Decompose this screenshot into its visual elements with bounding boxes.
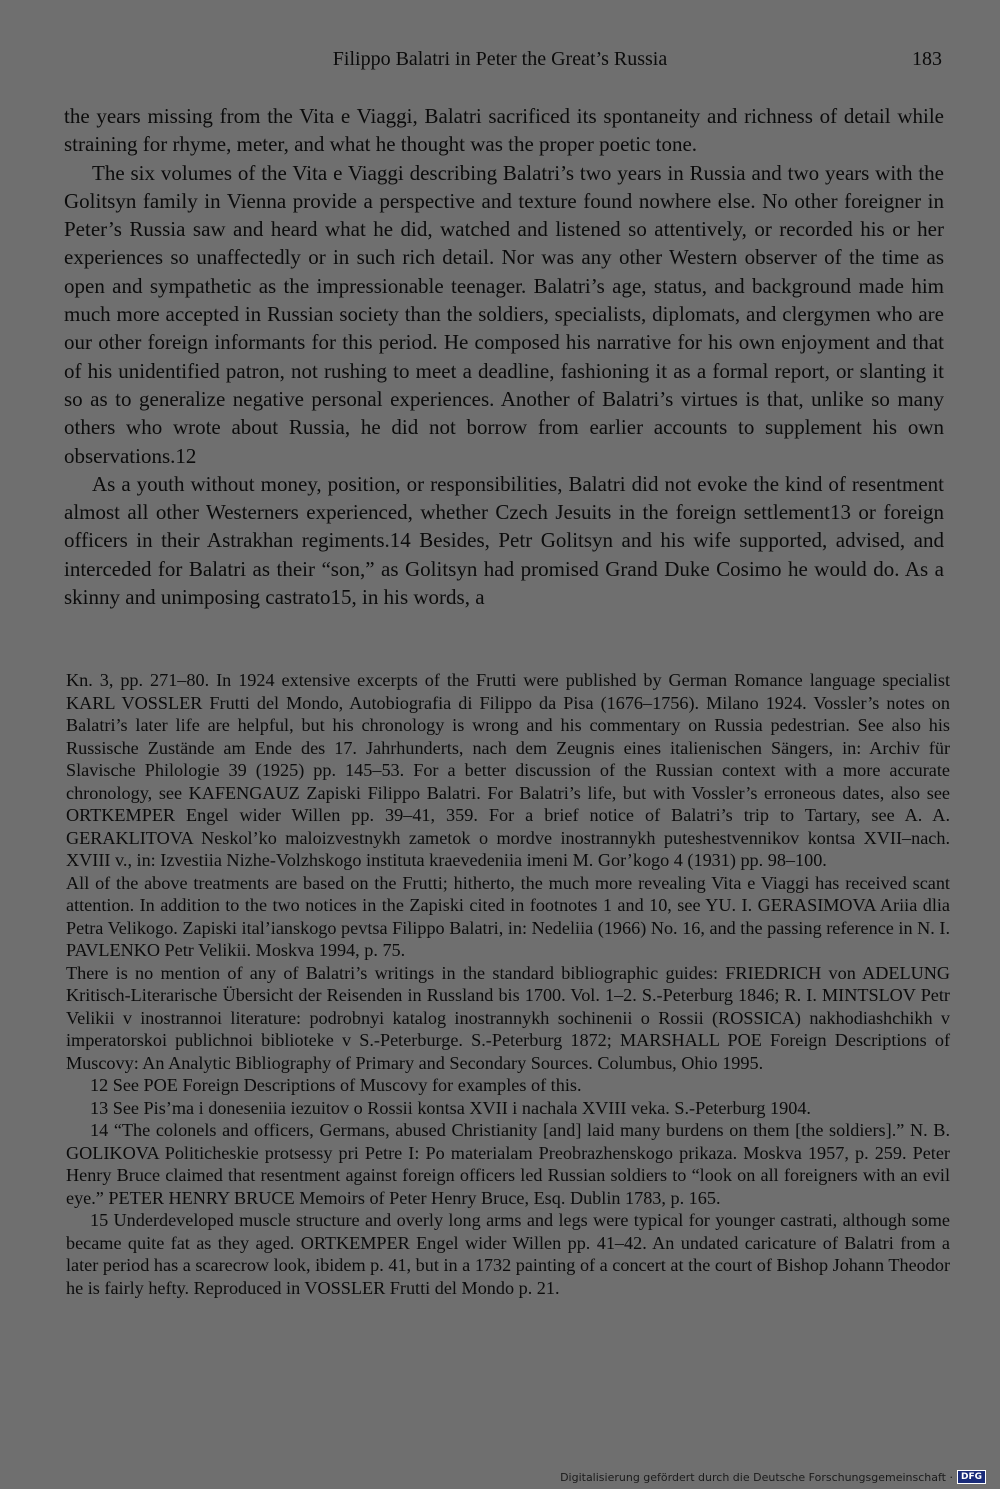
- main-text: [64, 102, 944, 611]
- footnote-15: 15 Underdeveloped muscle structure and overly long arms and legs were typical for younger castrati, although some became quite fat as they aged. ORTKEMPER Engel wider Willen pp. 41–42. An undated caricature of Balatri from a later period has a scarecrow look, ibidem p. 41, but in a 1732 painting of a concert at the court of Bishop Johann Theodor he is fairly hefty. Reproduced in VOSSLER Frutti del Mondo p. 21.: [66, 1210, 950, 1298]
- footnote-14: 14 “The colonels and officers, Germans, abused Christianity [and] laid many burdens on them [the soldiers].” N. B. GOLIKOVA Politicheskie protsessy pri Petre I: Po materialam Preobrazhenskogo prikaza. Moskva 1957, p. 259. Peter Henry Bruce claimed that resentment against foreign officers led Russian soldiers to “look on all foreigners with an evil eye.” PETER HENRY BRUCE Memoirs of Peter Henry Bruce, Esq. Dublin 1783, p. 165.: [66, 1120, 950, 1208]
- page-header: [0, 48, 1000, 76]
- footnote-continuation: There is no mention of any of Balatri’s writings in the standard bibliographic guides: FRIEDRICH von ADELUNG Kritisch-Literarische Übersicht der Reisenden in Russland bis 1700. Vol. 1–2. S.-Peterburg 1846; R. I. MINTSLOV Petr Velikii v inostrannoi literature: podrobnyi katalog inostrannykh sochinenii o Rossii (ROSSICA) nakhodiashchikh v imperatorskoi publichnoi biblioteke v S.-Peterburge. S.-Peterburg 1872; MARSHALL POE Foreign Descriptions of Muscovy: An Analytic Bibliography of Primary and Secondary Sources. Columbus, Ohio 1995.: [66, 962, 950, 1073]
- dfg-logo: DFG: [957, 1470, 986, 1484]
- body-paragraph: As a youth without money, position, or responsibilities, Balatri did not evoke the kind of resentment almost all other Westerners experienced, whether Czech Jesuits in the foreign settlement13 or foreign officers in their Astrakhan regiments.14 Besides, Petr Golitsyn and his wife supported, advised, and interceded for Balatri as their “son,” as Golitsyn had promised Grand Duke Cosimo he would do. As a skinny and unimposing castrato15, in his words, a: [64, 471, 944, 610]
- digitization-footer: [560, 1470, 986, 1484]
- body-paragraph: the years missing from the Vita e Viaggi, Balatri sacrificed its spontaneity and richness of detail while straining for rhyme, meter, and what he thought was the proper poetic tone.: [64, 104, 944, 157]
- footnote-12: 12 See POE Foreign Descriptions of Muscovy for examples of this.: [90, 1075, 582, 1095]
- footnote-13: 13 See Pis’ma i doneseniia iezuitov o Rossii kontsa XVII i nachala XVIII veka. S.-Peterburg 1904.: [90, 1097, 811, 1118]
- footnote-continuation: All of the above treatments are based on the Frutti; hitherto, the much more revealing Vita e Viaggi has received scant attention. In addition to the two notices in the Zapiski cited in footnotes 1 and 10, see YU. I. GERASIMOVA Ariia dlia Petra Velikogo. Zapiski ital’ianskogo pevtsa Filippo Balatri, in: Nedeliia (1966) No. 16, and the passing reference in N. I. PAVLENKO Petr Velikii. Moskva 1994, p. 75.: [66, 872, 950, 960]
- page-number: 183: [912, 48, 942, 70]
- footnotes: [66, 669, 950, 1299]
- body-paragraph: The six volumes of the Vita e Viaggi describing Balatri’s two years in Russia and two years with the Golitsyn family in Vienna provide a perspective and texture found nowhere else. No other foreigner in Peter’s Russia saw and heard what he did, watched and listened so attentively, or recorded his or her experiences so unaffectedly or in such rich detail. Nor was any other Western observer of the time as open and sympathetic as the impressionable teenager. Balatri’s age, status, and background made him much more accepted in Russian society than the soldiers, specialists, diplomats, and clergymen who are our other foreign informants for this period. He composed his narrative for his own enjoyment and that of his unidentified patron, not rushing to meet a deadline, fashioning it as a formal report, or slanting it so as to generalize negative personal experiences. Another of Balatri’s virtues is that, unlike so many others who wrote about Russia, he did not borrow from earlier accounts to supplement his own observations.12: [64, 160, 944, 468]
- footnote-continuation: Kn. 3, pp. 271–80. In 1924 extensive excerpts of the Frutti were published by German Romance language specialist KARL VOSSLER Frutti del Mondo, Autobiografia di Filippo da Pisa (1676–1756). Milano 1924. Vossler’s notes on Balatri’s later life are helpful, but his chronology is wrong and his commentary on Russia pedestrian. See also his Russische Zustände am Ende des 17. Jahrhunderts, nach dem Zeugnis eines italienischen Sängers, in: Archiv für Slavische Philologie 39 (1925) pp. 145–53. For a better discussion of the Russian context with a more accurate chronology, see KAFENGAUZ Zapiski Filippo Balatri. For Balatri’s life, but with Vossler’s erroneous dates, also see ORTKEMPER Engel wider Willen pp. 39–41, 359. For a brief notice of Balatri’s trip to Tartary, see A. A. GERAKLITOVA Neskol’ko maloizvestnykh zametok o mordve inostrannykh puteshestvennikov kontsa XVII–nach. XVIII v., in: Izvestiia Nizhe-Volzhskogo instituta kraevedeniia imeni M. Gor’kogo 4 (1931) pp. 98–100.: [66, 670, 950, 870]
- running-title: Filippo Balatri in Peter the Great’s Russia: [332, 48, 668, 70]
- footer-credit: Digitalisierung gefördert durch die Deutsche Forschungsgemeinschaft ·: [560, 1470, 953, 1484]
